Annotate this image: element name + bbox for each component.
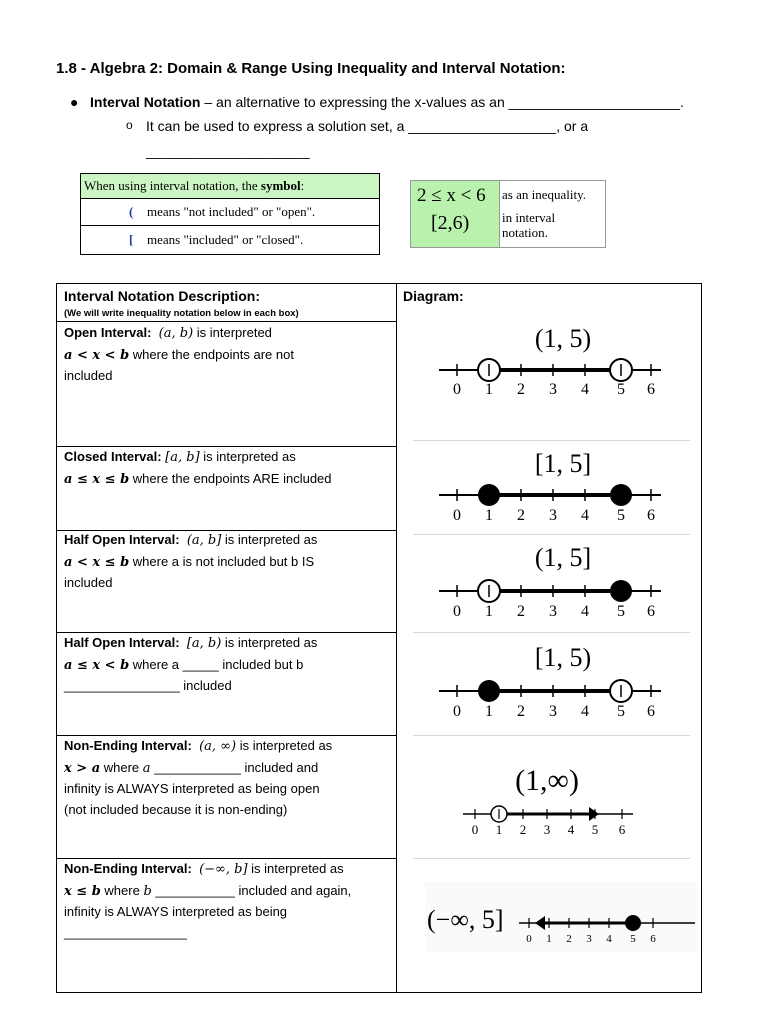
half-open-interval-description: [64, 530, 390, 594]
row-text: ___________ included and again,: [151, 882, 352, 898]
half-open-interval-diagram: [433, 536, 673, 626]
row-text: where the endpoints ARE included: [129, 470, 332, 486]
number-line: [439, 580, 661, 620]
tick-label: 1: [546, 933, 552, 945]
closed-endpoint-icon: [478, 484, 500, 506]
description-column-header: Interval Notation Description:: [64, 288, 261, 304]
row-text: is interpreted as: [236, 738, 333, 753]
symbol-box-header-text: When using interval notation, the: [84, 178, 261, 193]
tick-label: 2: [566, 933, 572, 945]
tick-label: 1: [485, 507, 493, 524]
non-ending-interval-description: [64, 736, 390, 820]
tick-label: 0: [453, 507, 461, 524]
variable: b: [143, 883, 152, 899]
inequality: a < x < b: [64, 347, 130, 363]
tick-label: 2: [517, 603, 525, 620]
tick-label: 6: [647, 381, 655, 398]
interval-notation: (a, b): [158, 326, 194, 341]
tick-label: 6: [647, 603, 655, 620]
diagram-title: (1, 5): [534, 324, 592, 353]
closed-endpoint-icon: [610, 484, 632, 506]
arrow-right-icon: [589, 807, 599, 821]
bracket-meaning: means "included" or "closed".: [147, 232, 304, 247]
row-text: _________________: [64, 924, 187, 940]
tick-label: 4: [581, 603, 589, 620]
description-column-subheader: (We will write inequality notation below in each box): [64, 308, 299, 319]
non-ending-interval-diagram-2: [425, 882, 697, 952]
half-open-interval-diagram-2: [433, 636, 673, 726]
number-line: [439, 484, 661, 524]
tick-label: 4: [606, 933, 612, 945]
diagram-title: (1, 5]: [534, 543, 592, 572]
row-label: Closed Interval:: [64, 449, 162, 464]
tick-label: 2: [517, 703, 525, 720]
tick-label: 6: [647, 507, 655, 524]
diagram-title: [1, 5): [534, 643, 592, 672]
number-line: [439, 680, 661, 720]
bullet-dot-icon: ●: [70, 94, 79, 110]
tick-label: 5: [591, 822, 599, 837]
tick-label: 4: [567, 822, 575, 837]
symbol-box-header: [81, 174, 379, 199]
row-label: Half Open Interval:: [64, 532, 180, 547]
non-ending-interval-diagram: [457, 754, 657, 844]
symbol-row-open: [81, 199, 379, 226]
tick-label: 4: [581, 703, 589, 720]
example-labels: [499, 181, 606, 247]
tick-label: 1: [485, 381, 493, 398]
row-text: infinity is ALWAYS interpreted as being: [64, 904, 288, 919]
bullet-definition: – an alternative to expressing the x-values as an ______________________.: [200, 94, 684, 110]
interval-notation: (−∞, b]: [199, 862, 248, 877]
tick-label: 3: [549, 603, 557, 620]
tick-label: 5: [617, 703, 625, 720]
example-inequality: 2 ≤ x < 6: [417, 185, 486, 206]
diagram-column-header: Diagram:: [403, 288, 464, 304]
tick-label: 2: [517, 381, 525, 398]
interval-notation: (a, ∞): [199, 739, 237, 754]
page-title: 1.8 - Algebra 2: Domain & Range Using Inequality and Interval Notation:: [56, 60, 566, 77]
number-line: [463, 806, 633, 837]
interval-notation: [a, b]: [165, 450, 200, 465]
row-text: where the endpoints are not: [129, 346, 294, 362]
sub-bullet-continuation: _____________________: [146, 143, 310, 159]
tick-label: 0: [453, 703, 461, 720]
tick-label: 0: [453, 603, 461, 620]
row-divider: [57, 321, 397, 322]
inequality: a < x ≤ b: [64, 554, 130, 570]
row-text: is interpreted as: [221, 635, 318, 650]
example-label-interval-line1: in interval: [502, 210, 556, 225]
diagram-title: (1,∞): [515, 764, 579, 797]
diagram-separator: [413, 858, 690, 859]
row-text: is interpreted: [193, 325, 272, 340]
row-text: where: [100, 759, 143, 775]
half-open-interval-description-2: [64, 633, 390, 697]
example-label-inequality: as an inequality.: [502, 187, 586, 202]
interval-notation: (a, b]: [186, 533, 222, 548]
sub-bullet-circle-icon: o: [126, 118, 133, 132]
open-paren-meaning: means "not included" or "open".: [147, 204, 316, 219]
row-text: is interpreted as: [199, 449, 296, 464]
tick-label: 5: [617, 603, 625, 620]
tick-label: 0: [526, 933, 532, 945]
closed-interval-diagram: [433, 444, 673, 530]
tick-label: 3: [586, 933, 592, 945]
example-interval: [2,6): [431, 212, 470, 234]
sub-bullet-text: It can be used to express a solution set, a ___________________, or a: [146, 118, 589, 134]
row-text: where a is not included but b IS: [129, 553, 315, 569]
row-label: Half Open Interval:: [64, 635, 180, 650]
row-text: ________________ included: [64, 678, 232, 693]
tick-label: 5: [617, 381, 625, 398]
closed-interval-description: [64, 447, 390, 490]
tick-label: 6: [647, 703, 655, 720]
tick-label: 1: [495, 822, 503, 837]
row-text: ____________ included and: [150, 759, 319, 775]
variable: a: [142, 760, 151, 776]
non-ending-interval-description-2: [64, 859, 390, 943]
tick-label: 1: [485, 703, 493, 720]
bracket-symbol: [: [129, 232, 134, 247]
bullet-term: Interval Notation: [90, 94, 201, 110]
diagram-separator: [413, 440, 690, 441]
tick-label: 5: [630, 933, 636, 945]
tick-label: 2: [517, 507, 525, 524]
tick-label: 5: [617, 507, 625, 524]
symbol-row-closed: [81, 226, 379, 254]
row-text: (not included because it is non-ending): [64, 801, 288, 817]
tick-label: 3: [549, 703, 557, 720]
symbol-box-header-bold: symbol: [260, 178, 301, 193]
row-text: is interpreted as: [221, 532, 318, 547]
example-math-panel: [411, 181, 499, 247]
row-text: included: [64, 368, 113, 383]
interval-notation: [a, b): [186, 636, 222, 651]
tick-label: 0: [453, 381, 461, 398]
open-interval-description: [64, 323, 390, 387]
inequality: x ≤ b: [64, 883, 101, 899]
tick-label: 1: [485, 603, 493, 620]
row-text: included: [64, 575, 113, 590]
tick-label: 6: [650, 933, 656, 945]
tick-label: 2: [519, 822, 527, 837]
column-divider: [396, 284, 397, 992]
closed-endpoint-icon: [625, 915, 641, 931]
tick-label: 3: [549, 381, 557, 398]
closed-endpoint-icon: [610, 580, 632, 602]
number-line: [439, 359, 661, 398]
tick-label: 3: [543, 822, 551, 837]
tick-label: 0: [471, 822, 479, 837]
example-label-interval-line2: notation.: [502, 225, 548, 240]
inequality: a ≤ x ≤ b: [64, 471, 130, 487]
diagram-title: [1, 5]: [534, 449, 592, 478]
diagram-separator: [413, 632, 690, 633]
diagram-separator: [413, 735, 690, 736]
open-paren-symbol: (: [129, 204, 134, 219]
tick-label: 3: [549, 507, 557, 524]
example-label-interval: [502, 210, 555, 240]
row-text: is interpreted as: [247, 861, 344, 876]
row-text: where a _____ included but b: [129, 656, 304, 672]
row-label: Open Interval:: [64, 325, 152, 340]
symbol-box-header-colon: :: [300, 178, 305, 193]
closed-endpoint-icon: [478, 680, 500, 702]
tick-label: 4: [581, 507, 589, 524]
inequality: x > a: [64, 760, 101, 776]
tick-label: 4: [581, 381, 589, 398]
inequality: a ≤ x < b: [64, 657, 130, 673]
row-text: infinity is ALWAYS interpreted as being open: [64, 781, 320, 796]
diagram-separator: [413, 534, 690, 535]
row-text: where: [100, 882, 144, 898]
example-box: [410, 180, 606, 248]
interval-table: [56, 283, 702, 993]
diagram-title: (−∞, 5]: [427, 905, 504, 934]
row-label: Non-Ending Interval:: [64, 738, 192, 753]
symbol-meaning-box: [80, 173, 380, 255]
open-interval-diagram: [433, 314, 673, 404]
tick-label: 6: [618, 822, 626, 837]
row-label: Non-Ending Interval:: [64, 861, 192, 876]
